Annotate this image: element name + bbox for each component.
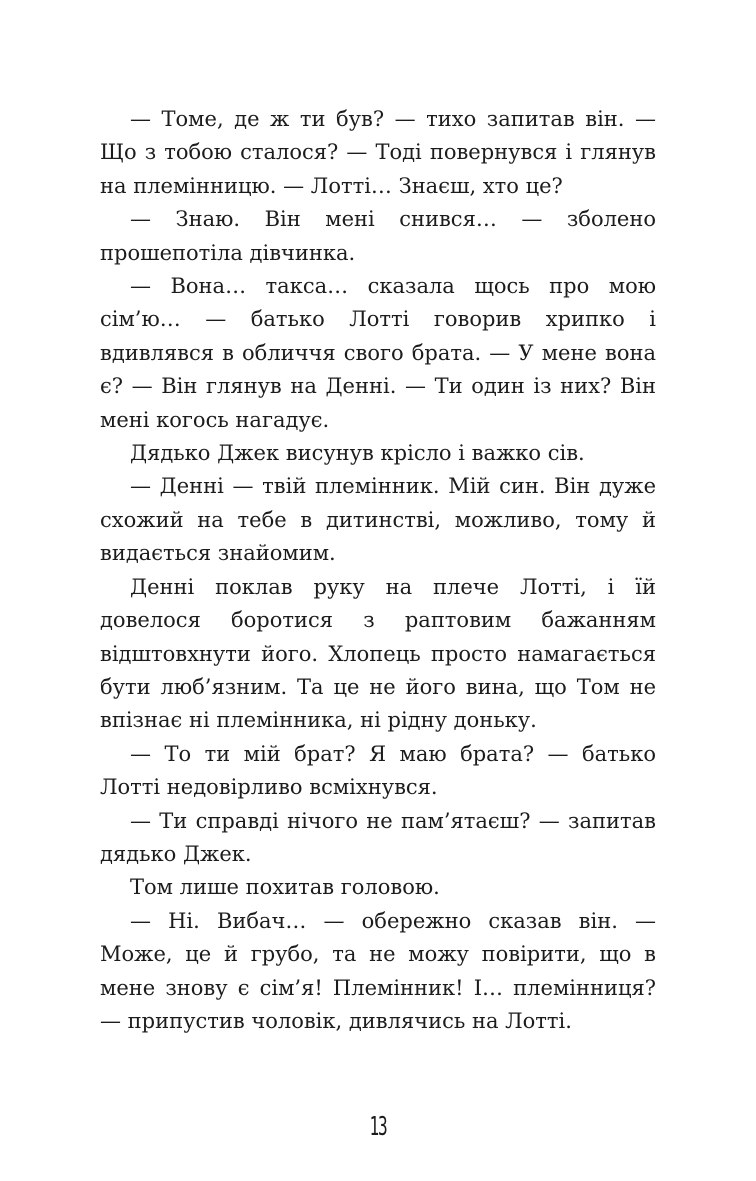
paragraph-10: — Ні. Вибач… — обережно сказав він. — Може, це й грубо, та не можу повірити, що в мене знову є сім’я! Племінник! І… племінниця? — припустив чоловік, дивлячись на Лотті. — [100, 908, 656, 1033]
paragraph-4: Дядько Джек висунув крісло і важко сів. — [130, 441, 585, 466]
paragraph-5: — Денні — твій племінник. Мій син. Він дуже схожий на тебе в дитинстві, можливо, тому й видається знайомим. — [100, 474, 656, 566]
paragraph-3: — Вона… такса… сказала щось про мою сім’ю… — батько Лотті говорив хрипко і вдивлявся в обличчя свого брата. — У мене вона є? — Він глянув на Денні. — Ти один із них? Він мені когось нагадує. — [100, 274, 656, 432]
paragraph-6: Денні поклав руку на плече Лотті, і їй довелося боротися з раптовим бажанням відштовхнути його. Хлопець просто намагається бути люб’язним. Та це не його вина, що Том не впізнає ні племінника, ні рідну доньку. — [100, 574, 656, 733]
page-body-text — [100, 103, 656, 1038]
paragraph-2: — Знаю. Він мені снився… — зболено прошепотіла дівчинка. — [100, 207, 656, 265]
paragraph-1: — Томе, де ж ти був? — тихо запитав він. — Що з тобою сталося? — Тоді повернувся і глянув на племінницю. — Лотті… Знаєш, хто це? — [100, 107, 656, 198]
paragraph-7: — То ти мій брат? Я маю брата? — батько Лотті недовірливо всміхнувся. — [100, 741, 656, 800]
paragraph-8: — Ти справді нічого не пам’ятаєш? — запитав дядько Джек. — [100, 808, 656, 866]
paragraph-9: Том лише похитав головою. — [130, 875, 440, 900]
page-number: 13 — [369, 1112, 387, 1142]
